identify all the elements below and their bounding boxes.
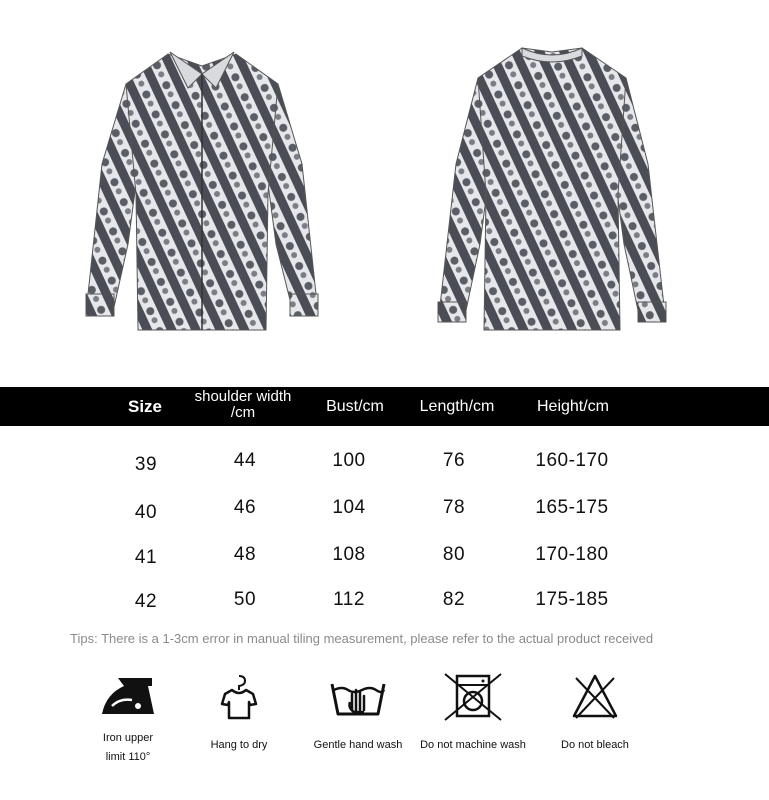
cell-length: 82 — [442, 589, 466, 610]
table-row — [0, 497, 769, 527]
hanger-shirt-icon — [219, 672, 259, 722]
header-size: Size — [127, 397, 163, 416]
header-shoulder-line2: /cm — [230, 404, 256, 421]
table-row — [0, 450, 769, 480]
cell-height: 165-175 — [535, 497, 609, 518]
cell-shoulder: 48 — [233, 544, 257, 565]
table-row — [0, 589, 769, 619]
care-hang-dry-label: Hang to dry — [210, 739, 268, 751]
care-no-bleach-label: Do not bleach — [561, 739, 629, 751]
care-no-bleach — [552, 672, 638, 755]
cell-height: 160-170 — [535, 450, 609, 471]
header-height: Height/cm — [536, 398, 610, 415]
shirt-back-image — [434, 44, 670, 336]
care-no-machine-wash-label: Do not machine wash — [420, 739, 526, 751]
cell-size: 42 — [134, 591, 158, 612]
care-hand-wash-label: Gentle hand wash — [313, 739, 403, 751]
iron-icon — [98, 672, 158, 722]
cell-height: 175-185 — [535, 589, 609, 610]
care-hand-wash — [306, 672, 410, 755]
size-table-header — [0, 387, 769, 426]
header-bust: Bust/cm — [326, 398, 384, 415]
measurement-tips: Tips: There is a 1-3cm error in manual tiling measurement, please refer to the actual product received — [70, 631, 654, 646]
cell-size: 41 — [134, 547, 158, 568]
header-shoulder-width — [176, 389, 310, 421]
cell-bust: 104 — [332, 497, 366, 518]
care-iron-label-2: limit 110° — [105, 751, 151, 763]
cell-bust: 112 — [333, 589, 365, 610]
cell-length: 76 — [442, 450, 466, 471]
care-iron — [88, 672, 168, 767]
cell-shoulder: 50 — [233, 589, 257, 610]
care-no-machine-wash — [414, 672, 532, 755]
table-row — [0, 544, 769, 574]
header-length: Length/cm — [419, 398, 495, 415]
shirt-front-image — [82, 44, 322, 336]
cell-shoulder: 44 — [233, 450, 257, 471]
product-photos — [0, 0, 769, 380]
cell-height: 170-180 — [535, 544, 609, 565]
cell-size: 40 — [134, 502, 158, 523]
no-bleach-icon — [570, 672, 620, 722]
no-machine-wash-icon — [441, 672, 505, 722]
care-iron-label-1: Iron upper — [102, 732, 154, 744]
care-hang-dry — [198, 672, 280, 755]
cell-size: 39 — [134, 454, 158, 475]
cell-length: 78 — [442, 497, 466, 518]
header-shoulder-line1: shoulder width — [194, 388, 292, 405]
hand-wash-icon — [328, 672, 388, 722]
cell-bust: 108 — [332, 544, 366, 565]
cell-bust: 100 — [332, 450, 366, 471]
cell-length: 80 — [442, 544, 466, 565]
cell-shoulder: 46 — [233, 497, 257, 518]
